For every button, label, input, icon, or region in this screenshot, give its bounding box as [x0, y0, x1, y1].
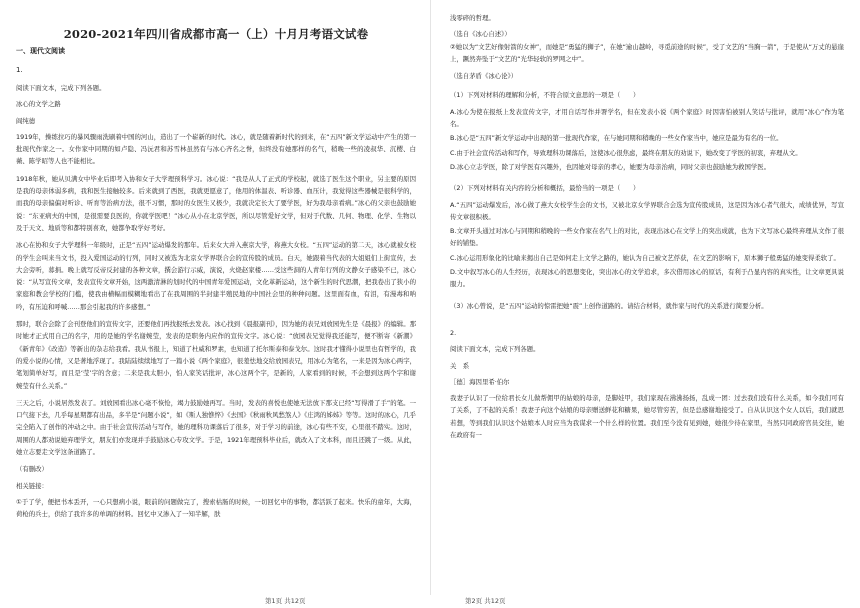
- question-1: （1）下列对材料的理解和分析，不符合原文意思的一项是（ ）: [450, 91, 640, 100]
- option-d: D.文中叙写冰心的人生经历，表现冰心的思想变化，突出冰心的文学追求，多次借用冰心的原话，有利于凸显内容的真实性，让文章更具说服力。: [450, 268, 844, 289]
- article-paragraph: 那时，联合会除了会刊登他们的宣传文字，还要他们再找报纸去发表。冰心找到《晨报副刊》，因为她的表兄刘放园先生是《晨报》的编辑。那时她才正式用自己的名字，用的是她的学名谢婉莹，发表的是职务内应作的宣传文字。冰心说：“放园表兄觉得我还能写，便不断寄《新潮》《新青年》《改造》等新出的杂志给我看。我从书报上，知道了杜威和罗素，也知道了托尔斯泰和泰戈尔。这时我才懂得小说里也有哲学的，我的爱小说的心情，又是著地浮现了。我陆陆续续地写了一篇小说《两个家庭》，很羞怯地交给放园表兄，用冰心为笔名，一来是因为冰心两字，笔划简单好写，而且是‘莹’字的含意；二来是我太胆小，怕人家笑话批评，冰心这两个字，是新的，人家看到的时候，不会想到这两个字和谢婉莹有什么关系。”: [16, 320, 416, 390]
- option-a: A.“五四”运动爆发后，冰心做了燕大女校学生会的文书，又被北京女学界联合会选为宣传股成员，这是因为冰心者气很大，成绩优异，写宣传文章很积极。: [450, 200, 844, 221]
- article-paragraph: 三天之后，小说居然发表了。刘放园看出冰心毫不恢怆，竭力鼓励她再写。当时，发表的喜悦也使她无法放下那支已经“写得滑了手”的笔。一口气接下去，几乎每星期都有出品，多半是“问题小说”，如《斯人独憔悴》《去国》《秋雨秋风愁煞人》《庄鸿的姊姊》等等。这时的冰心，几乎完全陷入了创作的冲动之中。由于社会宣传活动与写作，她的理科功课落后了很多，对于学习的前途，冰心有些不安，心里很不踏实。这时，周围的人都劝说她弃理学文，朋友们亦发现并手鼓励冰心专攻文学。于是，1921年理预科毕业后，就改入了文本科，而且还跳了一级。从此，她立志要走文学这条道路了。: [16, 398, 416, 457]
- related-link-2: ②她以为“文艺好像射箭的女神”，而她是“勇猛的狮子”，在她“逾山越岭，寻觅前途的时候”，受了文艺的“当胸一箭”，于是使从“万丈的悬崖上，蹶然奔坠于“文艺的“光华轻软的罗网之中”。: [450, 42, 844, 63]
- option-d: D.冰心立志学医，除了对学医有兴趣外，也因她对母亲的孝心，她要为母亲治病，同时父亲也鼓励她为救国学医。: [450, 162, 771, 171]
- instruction: 阅读下面文本，完成下列各题。: [16, 84, 106, 92]
- article2-title: 关 系: [450, 361, 470, 370]
- question-number-1: 1.: [16, 66, 23, 74]
- page-footer-right: 第2页 共12页: [465, 597, 506, 605]
- article-paragraph: 1918年秋，她从贝满女中毕业后即考入协和女子大学理预科学习。冰心说：“我是从人了正式的学校起，就选了医生这个职业，另主要的原因是我的母亲体弱多病，我和医生接触较多。后来就到了西医，我就更愿意了，他用的体温表、听诊器、血压计，我觉得这些器械是很科学的，而我的母亲偏偏对听诊、听育等治病方法，很不习惯，那时的女医生又极少，我就决定长大了要学医，好为我母亲看病。”冰心的父亲也鼓励她说：“东亚病夫的中国，是很需要良医的，你就学医吧！”冰心从小在北京学医，所以尽管爱好文学，但对于代数、几何、物理、化学、生物以及于天文、地质等和都特别喜欢，她都争取学好考好。: [16, 174, 416, 232]
- article-title: 冰心的文学之路: [16, 100, 61, 109]
- omit-note: （有删改）: [16, 465, 48, 474]
- page-footer-left: 第1页 共12页: [265, 597, 306, 605]
- related-label: 相关链接：: [16, 481, 48, 490]
- article-author: 阎纯德: [16, 116, 36, 125]
- option-c: C.由于社会宣传活动和写作，导致理科功课落后，这使冰心很焦虑，最终在朋友的劝说下，她改变了学医的初衷，弃理从文。: [450, 148, 802, 157]
- question-3: （3）冰心曾说，是“五四”运动的惊雷把她“震”上创作道路的。请结合材料，就作家与时代的关系进行简要分析。: [450, 301, 768, 310]
- source-note-2: （选自茅盾《冰心论》）: [450, 72, 518, 81]
- source-note-1: （选自《冰心自述》）: [450, 30, 511, 39]
- article-paragraph: 冰心在协和女子大学理科一年级时，正是“五四”运动爆发的那年。后来女大并入燕京大学，称燕大女校。“五四”运动的第二天，冰心就被女校的学生会叫来当文书，投入爱国运动的行列，同时又被选为北京女学界联合会的宣传股的成员。白天，她跟着当代表的大姐姐们上街宣传，去大会旁听，募捐。晚上就写反帝反封建的各种文章，撰会游行示威，演说，火烧赵家楼……受这些洞的人青年行列的文静女子感染不已，冰心说：“从写宣传文章，发表宣传文章开始，这两激清淋的划时代的中国青年爱国运动，文化革新运动，这个新生的时代思潮，把我卷出了狭小的家庭和教会学校的门槛，使我由横幅而模糊地看出了在我周围的半封建半殖民地的中国社会里的种种问题。这里面有血，有泪，有漫毒和呐吟，有压迫和呼喊……那会引起我的许多感想。”: [16, 241, 416, 311]
- instruction-2: 阅读下面文本，完成下列各题。: [450, 345, 540, 354]
- option-b: B.文章开头通过对冰心与同期和稍晚的一些女作家在名气上的对比，表现出冰心在文学上的突出成就，也为下文写冰心最终弃理从文作了很好的铺垫。: [450, 227, 844, 248]
- article2-paragraph: 我妻子认识了一位给君长女儿做帮佣甲的姑娘的母亲，是脚娃甲，我们家现在沸沸扬扬，乱成一团：过去我们没有什么关系，如今我们可有了关系，了不起的关系！我妻子向这个姑娘的母亲赠送鲜花和糖果，她尽管穷苦，但是总感谢地接受了。自从认识这个女人以后，我们就思若想，等到我们认识这个姑娘本人时应当为我谋求一个什么样的位置。我们至今没有见到她，她很少待在家里，当然只同政府官员交往，她在政府有一: [450, 394, 844, 440]
- option-a: A.冰心为使在报纸上发表宣传文字，才用自话写作并署学名，但在发表小说《两个家庭》时因害怕被别人笑话与批评，就用“冰心”作为笔名。: [450, 107, 844, 129]
- page-right: [430, 0, 860, 608]
- article-paragraph: 1919年，操练拉巧的暴风骤雨洗刷着中国的河山，造出了一个崭新的时代。冰心，就是随着新时代的到来，在“五四”新文学运动中产生的第一批现代作家之一。女作家中同期的如卢隐、冯沅君和苏雪林虽然有与冰心齐名之誉，但终没有她那样的名气，稍晚一些的凌叔华、沉樱、白薇、陈学昭等人也不能相比。: [16, 132, 416, 166]
- option-b: B.冰心是“五四”新文学运动中出现的第一批现代作家，在与她同期和稍晚的一些女作家当中，她应是最为有名的一位。: [450, 134, 783, 143]
- question-number-2: 2.: [450, 328, 457, 337]
- option-c: C.冰心运用形象化的比喻来揭出自己是如何走上文学之路的，她认为自己被文艺俘获，在文艺的影响下，原本狮子般勇猛的她变得柔软了。: [450, 253, 840, 262]
- article2-author: ［德］海因里希·伯尔: [450, 377, 510, 386]
- document-title: 2020-2021年四川省成都市高一（上）十月月考语文试卷: [63, 27, 369, 41]
- related-link-1: ①于了学，便把书本丢开，一心只想病小说，眼前的问题做完了，搜索枯肠的时候，一切回忆中的事物，都活跃了起来。快乐的童年，大海，荷枪的兵士，供给了我许多的单调的材料。回忆中又渗入了一知半解，肤: [16, 497, 416, 519]
- question-2: （2）下列对材料有关内容的分析和概括，最恰当的一项是（ ）: [450, 184, 640, 193]
- section-heading: 一、现代文阅读: [16, 47, 65, 55]
- continued-text: 浅零碎的哲理。: [450, 14, 495, 22]
